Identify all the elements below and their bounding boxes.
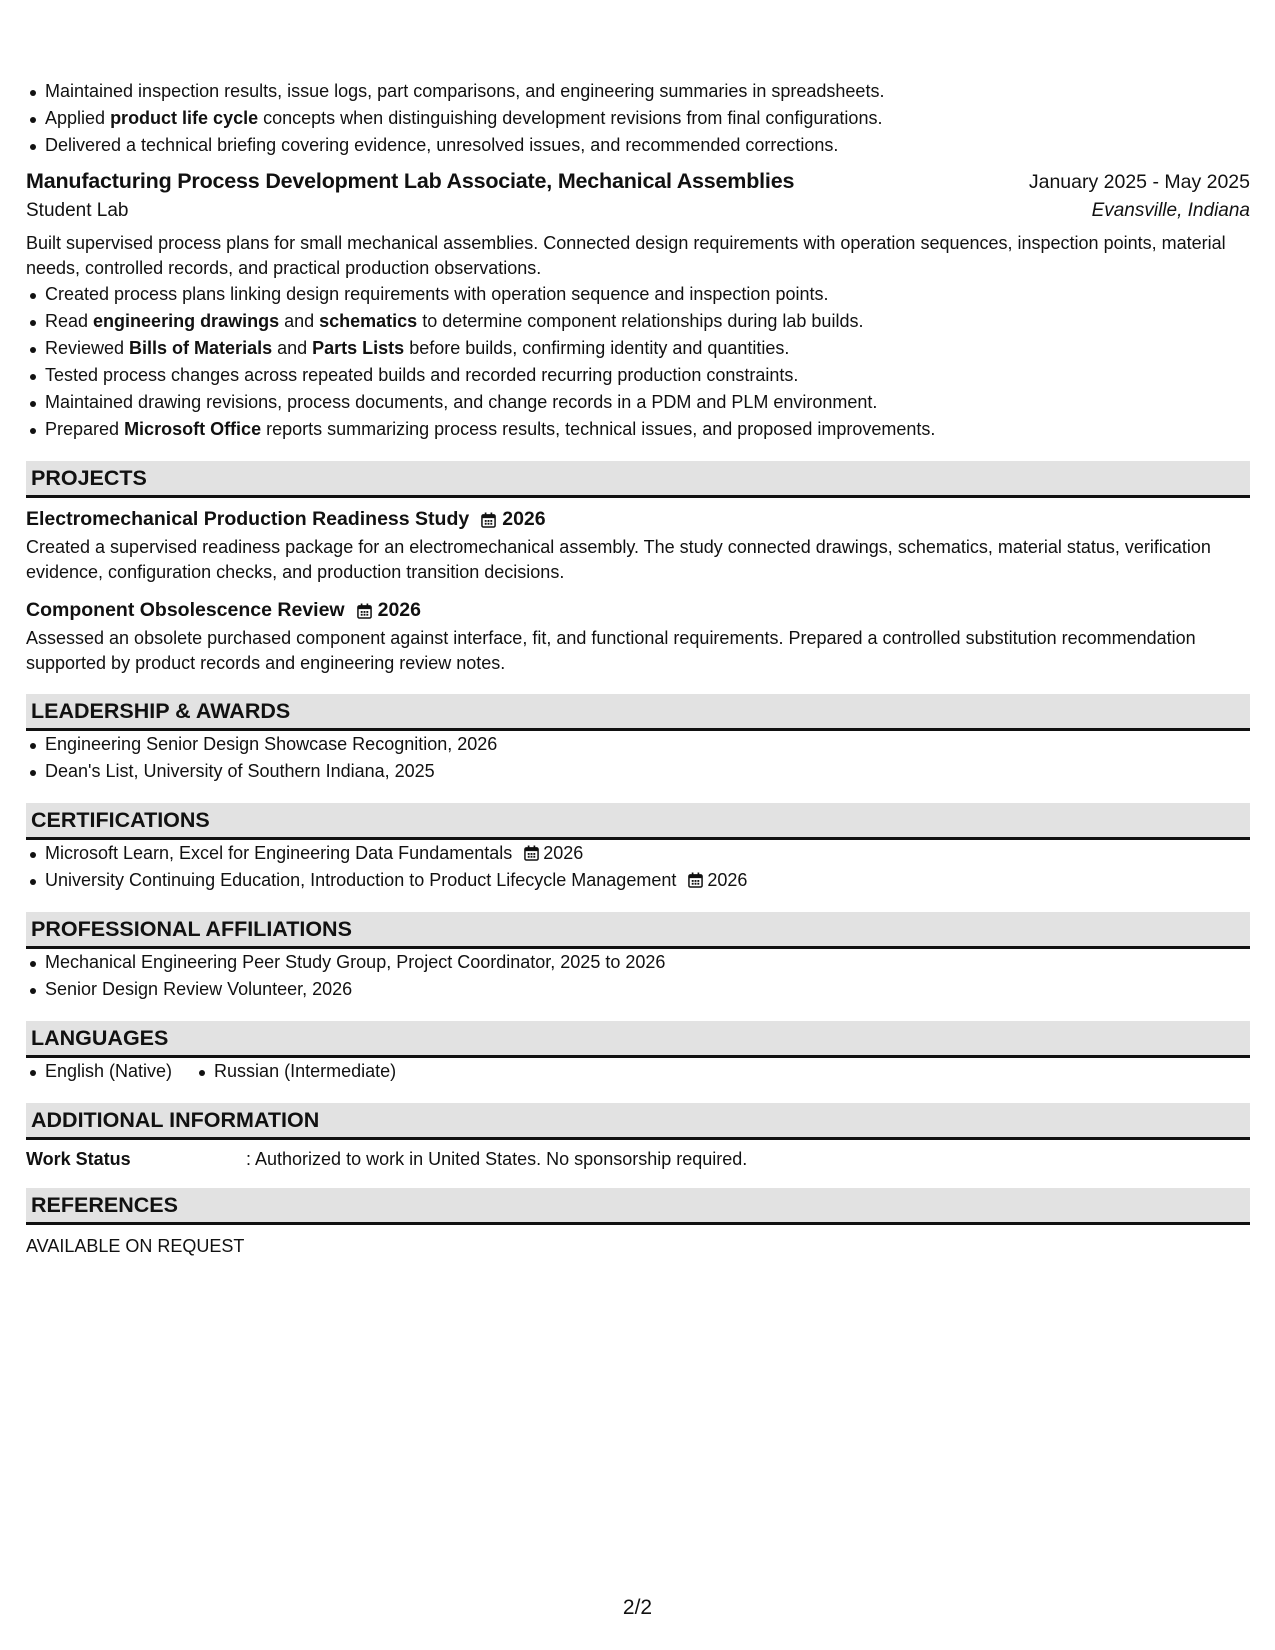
section-heading-additional: ADDITIONAL INFORMATION bbox=[26, 1103, 1250, 1140]
affiliations-list bbox=[26, 949, 1250, 1003]
project-description: Created a supervised readiness package for an electromechanical assembly. The study connected drawings, schematics, material status, verification evidence, configuration checks, and production transition decisions. bbox=[26, 537, 1211, 582]
resume-page bbox=[26, 78, 1250, 1259]
job-location: Evansville, Indiana bbox=[1091, 200, 1250, 221]
bold-keyword: Bills of Materials bbox=[129, 338, 273, 358]
calendar-icon bbox=[357, 603, 372, 619]
list-item: English (Native) bbox=[45, 1058, 172, 1085]
bold-keyword: Microsoft Office bbox=[124, 419, 262, 439]
list-item: Dean's List, University of Southern Indiana, 2025 bbox=[45, 758, 1250, 785]
list-item bbox=[45, 840, 1250, 867]
work-status-label: Work Status bbox=[26, 1149, 131, 1169]
list-item: Delivered a technical briefing covering evidence, unresolved issues, and recommended corrections. bbox=[45, 132, 1250, 159]
certifications-list bbox=[26, 840, 1250, 894]
bold-keyword: schematics bbox=[319, 311, 418, 331]
section-heading-certifications: CERTIFICATIONS bbox=[26, 803, 1250, 840]
work-status-row bbox=[26, 1149, 1250, 1170]
section-heading-affiliations: PROFESSIONAL AFFILIATIONS bbox=[26, 912, 1250, 949]
certification-name: University Continuing Education, Introduction to Product Lifecycle Management bbox=[45, 870, 677, 890]
list-item: Read engineering drawings and schematics to determine component relationships during lab builds. bbox=[45, 308, 1250, 335]
job-bullets bbox=[26, 281, 1250, 443]
job-header bbox=[26, 169, 1250, 194]
awards-list bbox=[26, 731, 1250, 785]
job-organization: Student Lab bbox=[26, 200, 129, 221]
certification-year: 2026 bbox=[543, 843, 584, 863]
job-subheader bbox=[26, 200, 1250, 222]
bold-keyword: Parts Lists bbox=[312, 338, 405, 358]
references-text: AVAILABLE ON REQUEST bbox=[26, 1236, 245, 1256]
bold-keyword: product life cycle bbox=[110, 108, 259, 128]
calendar-icon bbox=[481, 512, 496, 528]
job-summary: Built supervised process plans for small mechanical assemblies. Connected design requirements with operation sequences, inspection points, material needs, controlled records, and practical production observations. bbox=[26, 233, 1226, 278]
work-status-value: : Authorized to work in United States. No sponsorship required. bbox=[246, 1149, 748, 1169]
page-number: 2/2 bbox=[622, 1596, 653, 1619]
section-heading-leadership: LEADERSHIP & AWARDS bbox=[26, 694, 1250, 731]
experience-top-bullets bbox=[26, 78, 1250, 159]
list-item: Created process plans linking design requirements with operation sequence and inspection points. bbox=[45, 281, 1250, 308]
list-item: Engineering Senior Design Showcase Recognition, 2026 bbox=[45, 731, 1250, 758]
list-item: Mechanical Engineering Peer Study Group, Project Coordinator, 2025 to 2026 bbox=[45, 949, 1250, 976]
list-item: Maintained inspection results, issue logs, part comparisons, and engineering summaries in spreadsheets. bbox=[45, 78, 1250, 105]
certification-year: 2026 bbox=[707, 870, 748, 890]
project-name: Component Obsolescence Review bbox=[26, 599, 345, 621]
list-item bbox=[45, 867, 1250, 894]
job-dates: January 2025 - May 2025 bbox=[1028, 171, 1250, 193]
list-item: Maintained drawing revisions, process documents, and change records in a PDM and PLM environment. bbox=[45, 389, 1250, 416]
section-heading-languages: LANGUAGES bbox=[26, 1021, 1250, 1058]
list-item: Applied product life cycle concepts when distinguishing development revisions from final configurations. bbox=[45, 105, 1250, 132]
job-title: Manufacturing Process Development Lab Associate, Mechanical Assemblies bbox=[26, 169, 795, 193]
languages-list bbox=[26, 1058, 1250, 1085]
project-title bbox=[26, 599, 1250, 622]
calendar-icon bbox=[688, 872, 703, 888]
list-item: Tested process changes across repeated builds and recorded recurring production constraints. bbox=[45, 362, 1250, 389]
bold-keyword: engineering drawings bbox=[93, 311, 280, 331]
certification-name: Microsoft Learn, Excel for Engineering Data Fundamentals bbox=[45, 843, 513, 863]
project-name: Electromechanical Production Readiness Study bbox=[26, 508, 470, 530]
project-year: 2026 bbox=[377, 599, 421, 621]
project-year: 2026 bbox=[502, 508, 546, 530]
project-title bbox=[26, 508, 1250, 531]
list-item: Reviewed Bills of Materials and Parts Lists before builds, confirming identity and quantities. bbox=[45, 335, 1250, 362]
calendar-icon bbox=[524, 845, 539, 861]
list-item: Russian (Intermediate) bbox=[214, 1058, 396, 1085]
section-heading-projects: PROJECTS bbox=[26, 461, 1250, 498]
project-description: Assessed an obsolete purchased component against interface, fit, and functional requirements. Prepared a controlled substitution recommendation supported by product records and engineering review notes. bbox=[26, 628, 1196, 673]
section-heading-references: REFERENCES bbox=[26, 1188, 1250, 1225]
list-item: Prepared Microsoft Office reports summarizing process results, technical issues, and proposed improvements. bbox=[45, 416, 1250, 443]
list-item: Senior Design Review Volunteer, 2026 bbox=[45, 976, 1250, 1003]
